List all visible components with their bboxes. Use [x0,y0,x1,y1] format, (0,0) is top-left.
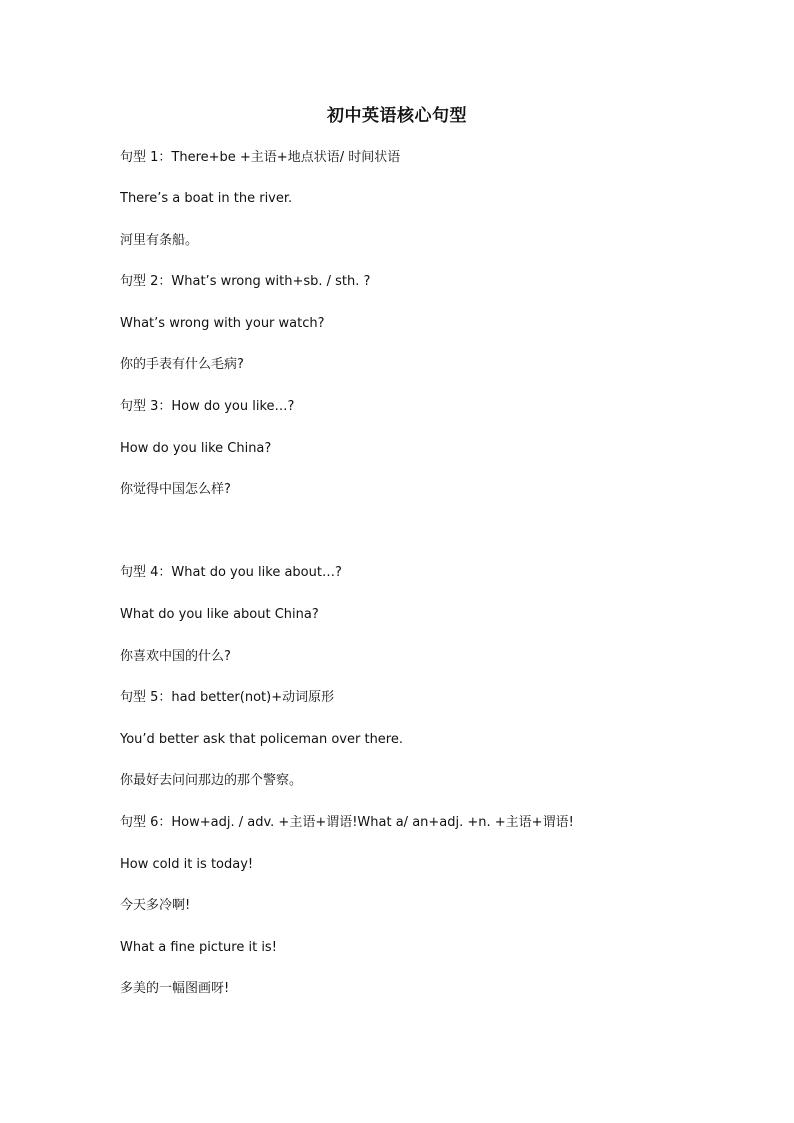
pattern-5-heading: 句型 5：had better(not)+动词原形 [120,690,335,705]
pattern-6-example-2-en: What a fine picture it is! [120,940,277,955]
pattern-4-heading: 句型 4：What do you like about…? [120,565,342,580]
document-title: 初中英语核心句型 [327,106,467,126]
pattern-5-example-zh: 你最好去问问那边的那个警察。 [120,773,303,788]
pattern-3-heading: 句型 3：How do you like…? [120,399,295,414]
pattern-6-heading: 句型 6：How+adj. / adv. +主语+谓语!What a/ an+adj. +n. +主语+谓语! [120,815,574,830]
pattern-1-example-en: There’s a boat in the river. [120,191,293,206]
pattern-6-example-1-en: How cold it is today! [120,857,254,872]
pattern-2-heading: 句型 2：What’s wrong with+sb. / sth. ? [120,274,371,289]
pattern-3-example-en: How do you like China? [120,441,272,456]
pattern-6-example-2-zh: 多美的一幅图画呀! [120,981,230,996]
pattern-5-example-en: You’d better ask that policeman over there. [120,732,403,747]
pattern-4-example-zh: 你喜欢中国的什么? [120,649,231,664]
pattern-6-example-1-zh: 今天多冷啊! [120,898,191,913]
pattern-2-example-zh: 你的手表有什么毛病? [120,357,244,372]
pattern-2-example-en: What’s wrong with your watch? [120,316,325,331]
pattern-4-example-en: What do you like about China? [120,607,319,622]
pattern-1-example-zh: 河里有条船。 [120,233,199,248]
pattern-3-example-zh: 你觉得中国怎么样? [120,482,231,497]
pattern-1-heading: 句型 1：There+be +主语+地点状语/ 时间状语 [120,150,401,165]
